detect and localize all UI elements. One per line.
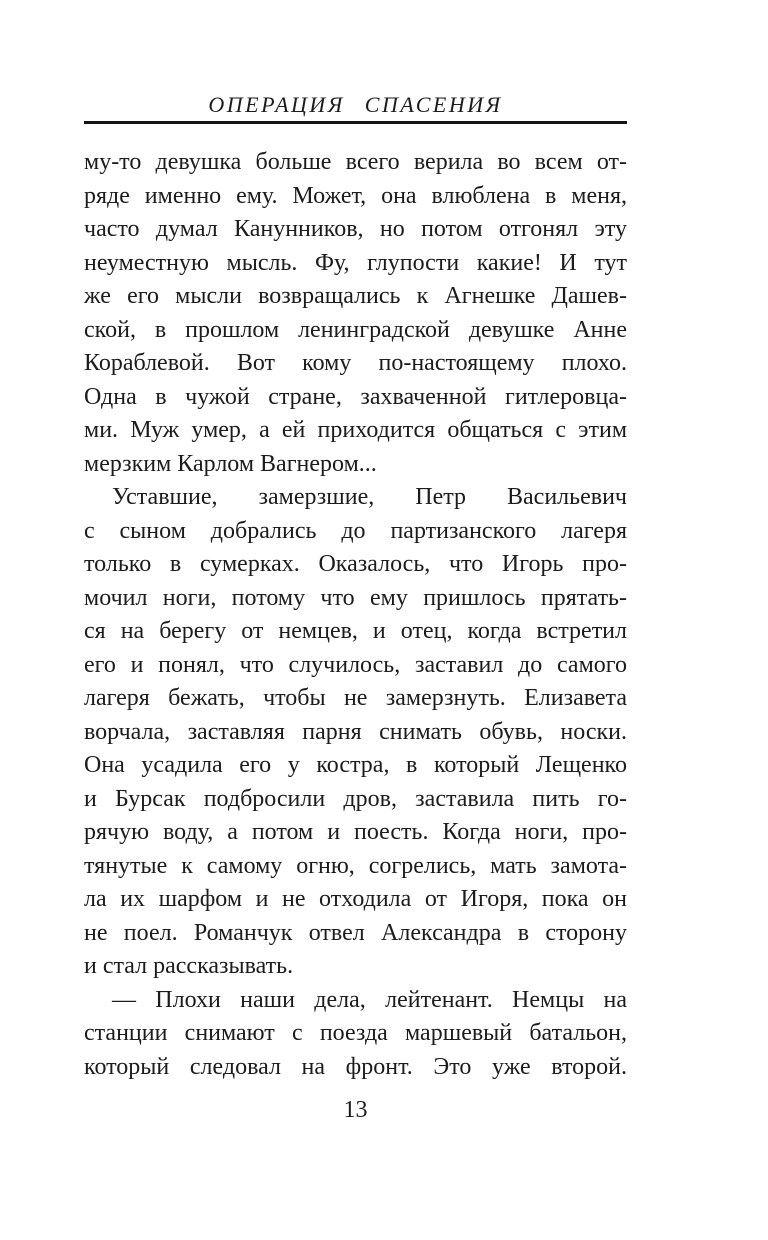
text-line: только в сумерках. Оказалось, что Игорь про- — [84, 551, 627, 577]
text-line: Кораблевой. Вот кому по-настоящему плохо. — [84, 350, 627, 376]
text-line: лагеря бежать, чтобы не замерзнуть. Елизавета — [84, 685, 627, 711]
text-line: мочил ноги, потому что ему пришлось прятать- — [84, 584, 627, 611]
text-line: и стал рассказывать. — [84, 953, 294, 979]
text-line: ряде именно ему. Может, она влюблена в меня, — [84, 182, 627, 209]
text-line: неуместную мысль. Фу, глупости какие! И тут — [84, 249, 627, 276]
text-column — [84, 146, 627, 1084]
running-title: ОПЕРАЦИЯ СПАСЕНИЯ — [208, 92, 503, 117]
text-line: ворчала, заставляя парня снимать обувь, носки. — [84, 718, 627, 745]
text-line: часто думал Канунников, но потом отгонял эту — [84, 216, 627, 242]
text-line: Уставшие, замерзшие, Петр Васильевич — [112, 484, 627, 510]
text-line: рячую воду, а потом и поесть. Когда ноги, про- — [84, 819, 627, 845]
text-line: тянутые к самому огню, согрелись, мать замота- — [84, 852, 627, 879]
page-number: 13 — [343, 1097, 368, 1123]
text-line: его и понял, что случилось, заставил до самого — [84, 651, 627, 678]
text-line: и Бурсак подбросили дров, заставила пить го- — [84, 785, 627, 812]
text-line: который следовал на фронт. Это уже второй. — [84, 1053, 627, 1080]
text-line: му-то девушка больше всего верила во всем от- — [84, 149, 627, 175]
header-rule — [84, 121, 627, 124]
text-line: — Плохи наши дела, лейтенант. Немцы на — [112, 986, 627, 1013]
text-line: же его мысли возвращались к Агнешке Дашев- — [84, 283, 627, 309]
text-line: с сыном добрались до партизанского лагеря — [84, 517, 627, 544]
text-line: Одна в чужой стране, захваченной гитлеровца- — [84, 383, 627, 410]
text-line: не поел. Романчук отвел Александра в сторону — [84, 919, 627, 946]
text-line: ся на берегу от немцев, и отец, когда встретил — [84, 618, 627, 644]
text-line: мерзким Карлом Вагнером... — [84, 450, 377, 477]
text-line: Она усадила его у костра, в который Лещенко — [84, 752, 627, 778]
text-line: ла их шарфом и не отходила от Игоря, пока он — [84, 886, 627, 912]
text-line: станции снимают с поезда маршевый батальон, — [84, 1020, 627, 1046]
text-line: ми. Муж умер, а ей приходится общаться с этим — [84, 417, 627, 443]
text-line: ской, в прошлом ленинградской девушке Анне — [84, 316, 627, 343]
